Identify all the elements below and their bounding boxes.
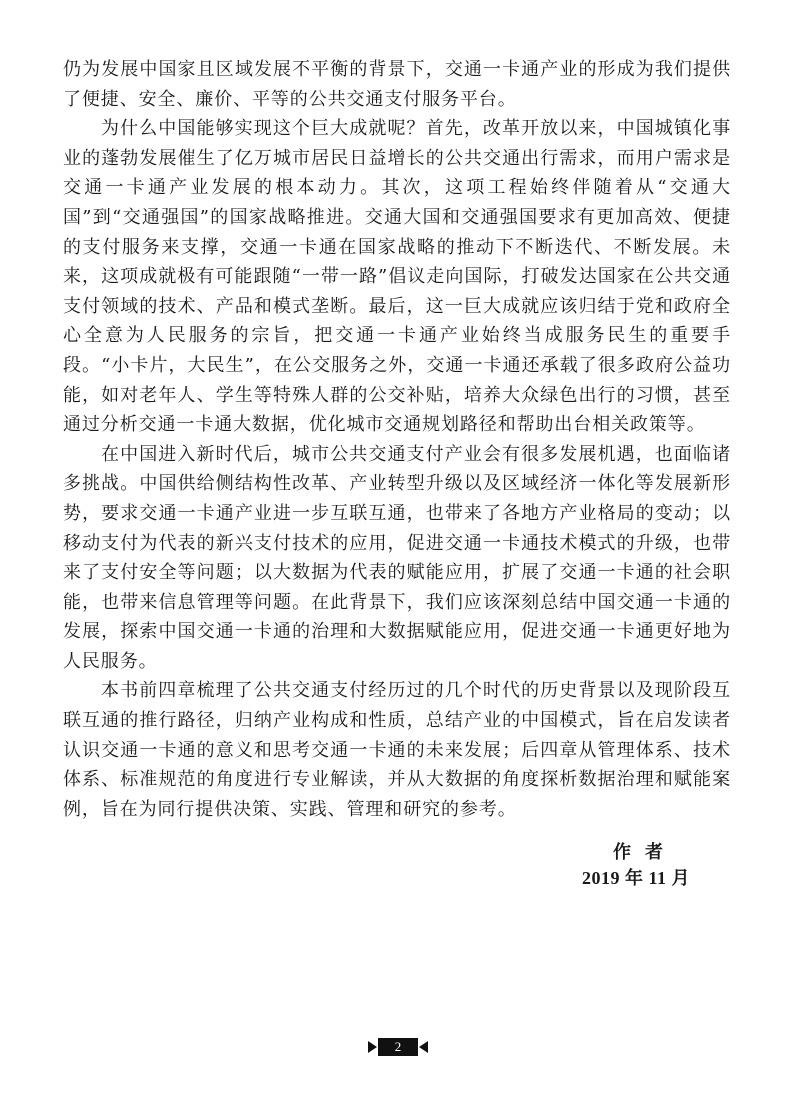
signature-date: 2019 年 11 月: [581, 868, 690, 888]
page-footer: [367, 1038, 429, 1056]
signature-author: 作者: [613, 842, 677, 862]
paragraph-3: 在中国进入新时代后，城市公共交通支付产业会有很多发展机遇，也面临诸多挑战。中国供给侧结构性改革、产业转型升级以及区域经济一体化等发展新形势，要求交通一卡通产业进一步互联互通，也带来了各地方产业格局的变动；以移动支付为代表的新兴支付技术的应用，促进交通一卡通技术模式的升级，也带来了支付安全等问题；以大数据为代表的赋能应用，扩展了交通一卡通的社会职能，也带来信息管理等问题。在此背景下，我们应该深刻总结中国交通一卡通的发展，探索中国交通一卡通的治理和大数据赋能应用，促进交通一卡通更好地为人民服务。: [63, 443, 731, 672]
triangle-right-icon: [368, 1041, 377, 1053]
paragraph-4: 本书前四章梳理了公共交通支付经历过的几个时代的历史背景以及现阶段互联互通的推行路径，归纳产业构成和性质，总结产业的中国模式，旨在启发读者认识交通一卡通的意义和思考交通一卡通的未来发展；后四章从管理体系、技术体系、标准规范的角度进行专业解读，并从大数据的角度探析数据治理和赋能案例，旨在为同行提供决策、实践、管理和研究的参考。: [63, 680, 731, 820]
paragraph-1: 仍为发展中国家且区域发展不平衡的背景下，交通一卡通产业的形成为我们提供了便捷、安全、廉价、平等的公共交通支付服务平台。: [63, 59, 731, 110]
page-number: 2: [378, 1038, 418, 1056]
paragraph-2: 为什么中国能够实现这个巨大成就呢？首先，改革开放以来，中国城镇化事业的蓬勃发展催生了亿万城市居民日益增长的公共交通出行需求，而用户需求是交通一卡通产业发展的根本动力。其次，这项工程始终伴随着从“交通大国”到“交通强国”的国家战略推进。交通大国和交通强国要求有更加高效、便捷的支付服务来支撑，交通一卡通在国家战略的推动下不断迭代、不断发展。未来，这项成就极有可能跟随“一带一路”倡议走向国际，打破发达国家在公共交通支付领域的技术、产品和模式垄断。最后，这一巨大成就应该归结于党和政府全心全意为人民服务的宗旨，把交通一卡通产业始终当成服务民生的重要手段。“小卡片，大民生”，在公交服务之外，交通一卡通还承载了很多政府公益功能，如对老年人、学生等特殊人群的公交补贴，培养大众绿色出行的习惯，甚至通过分析交通一卡通大数据，优化城市交通规划路径和帮助出台相关政策等。: [63, 118, 731, 436]
body-text: [63, 55, 731, 824]
triangle-left-icon: [419, 1041, 428, 1053]
